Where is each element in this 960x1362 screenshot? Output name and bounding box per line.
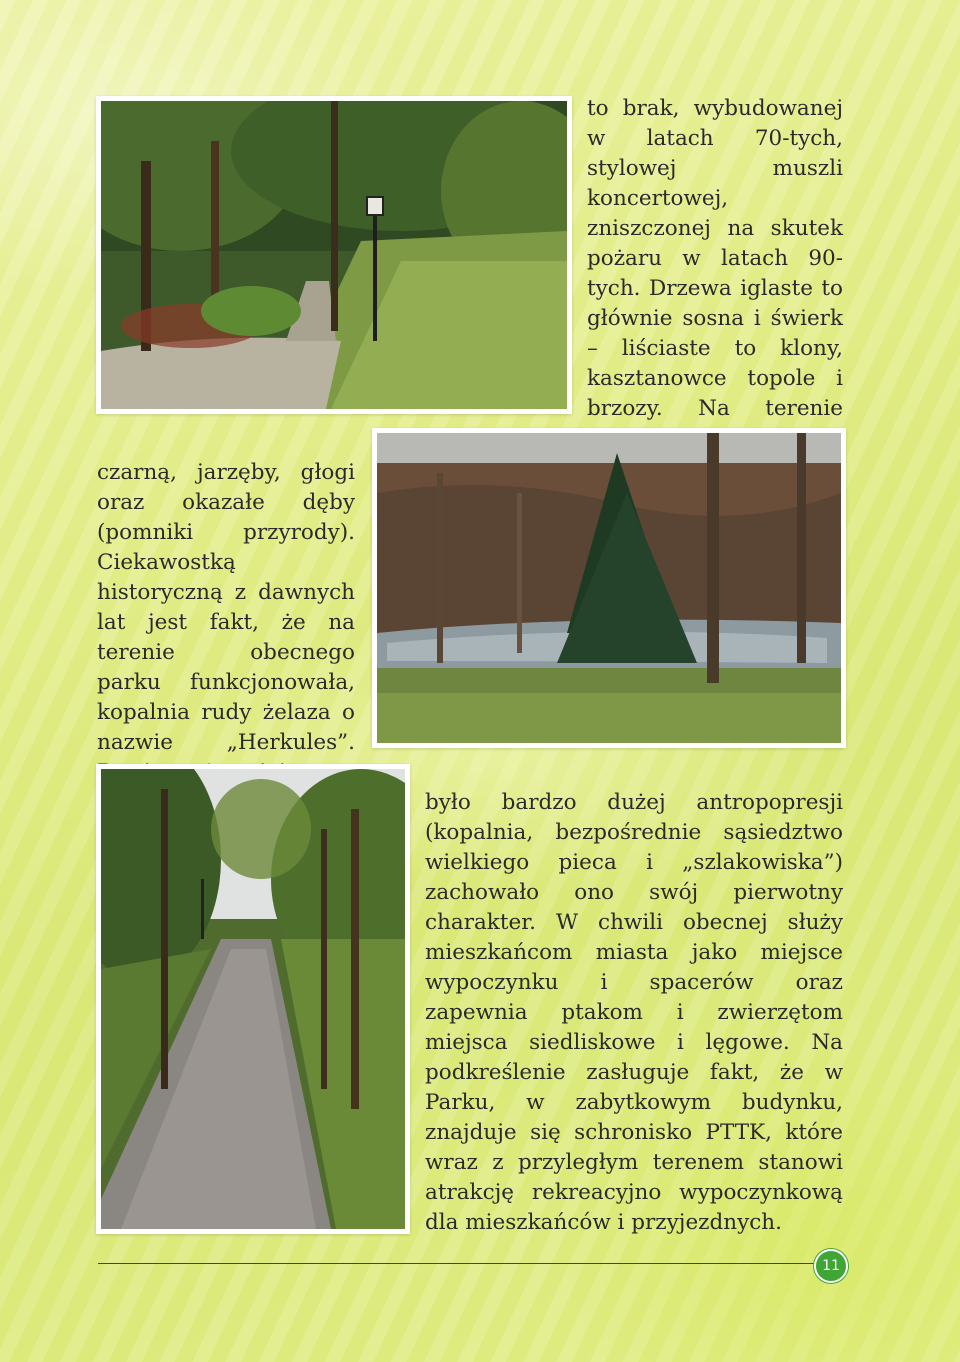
paved-alley-photo bbox=[96, 764, 410, 1234]
park-pond-photo bbox=[372, 428, 846, 748]
page-number-badge: 11 bbox=[814, 1249, 848, 1283]
text-block-top-right: to brak, wybudowanej w latach 70-tych, stylowej muszli koncertowej, zniszczonej na skutek pożaru w latach 90-tych. Drzewa iglaste to głównie sosna i świerk – liściaste to klony, kasztanowce topole i brzozy. Na terenie bbox=[587, 96, 843, 421]
text-block-middle-left: czarną, jarzęby, głogi oraz okazałe dęby (pomniki przyrody). Ciekawostką historyczną z dawnych lat jest fakt, że na terenie obecnego parku funkcjonowała, kopalnia rudy żelaza o nazwie „Herkules”. bbox=[97, 460, 355, 755]
footer-rule bbox=[98, 1263, 818, 1264]
park-path-lamp-photo bbox=[96, 96, 572, 414]
text-block-bottom-right: było bardzo dużej antropopresji (kopalnia, bezpośrednie sąsiedztwo wielkiego pieca i „szlakowiska”) zachowało ono swój pierwotny charakter. W chwili obecnej służy mieszkańcom miasta jako miejsce wypoczynku i spacerów oraz zapewnia ptakom i zwierzętom miejsca siedliskowe i lęgowe. Na podkreślenie zasługuje fakt, że w Parku, w zabytkowym budynku, znajduje się schronisko PTTK, które wraz z przyległym terenem stanowi atrakcję rekreacyjno wypoczynkową dla mieszkańców i przyjezdnych. bbox=[425, 790, 843, 1235]
